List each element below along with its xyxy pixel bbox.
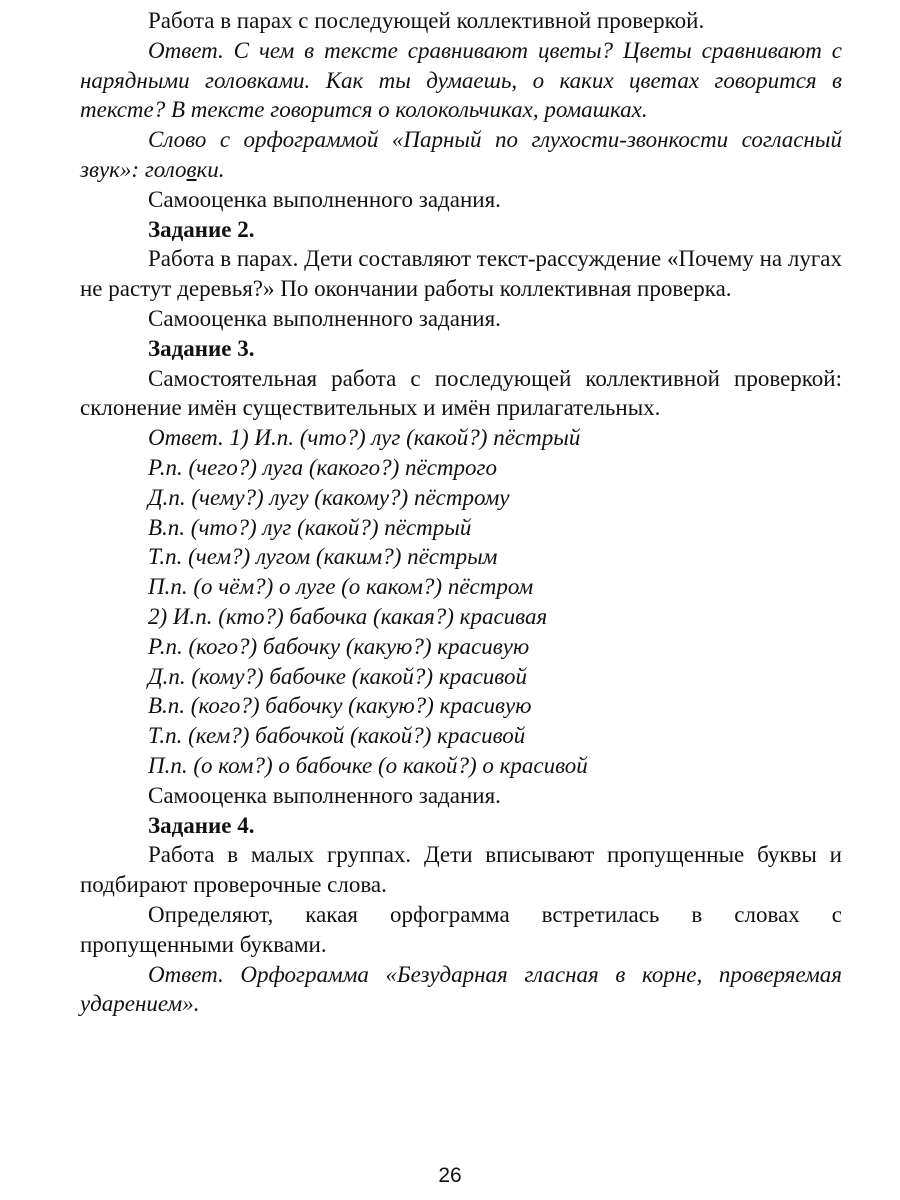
task-heading: Задание 2. [148,216,255,242]
paragraph: Работа в парах с последующей коллективной проверкой. [148,8,705,33]
declension-line: 2) И.п. (кто?) бабочка (какая?) красивая [148,603,548,629]
declension-line: Т.п. (чем?) лугом (каким?) пёстрым [148,544,498,570]
page-content [80,6,842,1019]
declension-line: В.п. (кого?) бабочку (какую?) красивую [148,693,532,719]
page-number: 26 [438,1164,462,1187]
declension-line: Р.п. (чего?) луга (какого?) пёстрого [148,454,497,480]
underlined-letter: в [186,156,197,182]
paragraph: Работа в парах. Дети составляют текст-рассуждение «Почему на лугах не растут деревья?» По окончании работы коллективная проверка. [80,246,842,302]
task-heading: Задание 3. [148,335,255,361]
answer-paragraph: Ответ. Орфограмма «Безударная гласная в корне, проверяемая ударением». [80,961,842,1017]
self-assessment: Самооценка выполненного задания. [148,186,501,212]
declension-line: Ответ. 1) И.п. (что?) луг (какой?) пёстрый [148,425,581,451]
declension-line: Д.п. (чему?) лугу (какому?) пёстрому [148,484,510,510]
declension-line: В.п. (что?) луг (какой?) пёстрый [148,514,472,540]
paragraph: Работа в малых группах. Дети вписывают пропущенные буквы и подбирают проверочные слова. [80,842,842,898]
self-assessment: Самооценка выполненного задания. [148,782,501,808]
answer-paragraph [80,125,842,185]
declension-line: П.п. (о чём?) о луге (о каком?) пёстром [148,574,534,600]
declension-list [80,423,842,781]
declension-line: Д.п. (кому?) бабочке (какой?) красивой [148,663,527,689]
declension-line: Т.п. (кем?) бабочкой (какой?) красивой [148,723,526,749]
declension-line: П.п. (о ком?) о бабочке (о какой?) о красивой [148,752,588,778]
self-assessment: Самооценка выполненного задания. [148,305,501,331]
declension-line: Р.п. (кого?) бабочку (какую?) красивую [148,633,530,659]
paragraph: Определяют, какая орфограмма встретилась в словах с пропущенными буквами. [80,901,842,957]
paragraph: Самостоятельная работа с последующей коллективной проверкой: склонение имён существительных и имён прилагательных. [80,365,842,421]
task-heading: Задание 4. [148,812,255,838]
text-span: ки. [196,156,225,182]
text-span: Слово с орфограммой «Парный по глухости-звонкости согласный звук»: голо [80,127,842,182]
answer-paragraph: Ответ. С чем в тексте сравнивают цветы? Цветы сравнивают с нарядными головками. Как ты думаешь, о каких цветах говорится в тексте? В тексте говорится о колокольчиках, ромашках. [80,37,842,123]
